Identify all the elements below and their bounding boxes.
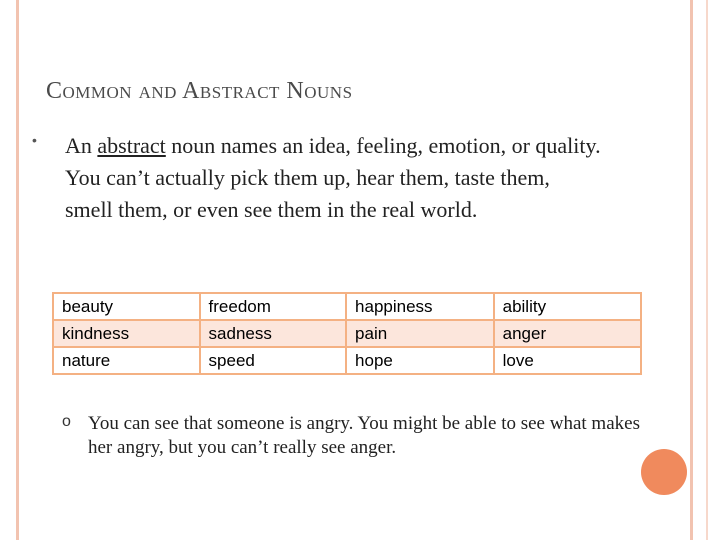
bullet-text-emphasis: abstract <box>97 133 166 158</box>
table-cell: beauty <box>53 293 200 320</box>
table-cell: freedom <box>200 293 347 320</box>
bullet-anger-example <box>62 412 642 460</box>
bullet-marker: • <box>32 132 37 148</box>
bullet-text: You can see that someone is angry. You might be able to see what makes her angry, but you can’t really see anger. <box>88 413 640 458</box>
frame-right-rule-outer <box>706 0 708 540</box>
bullet-text-pre: An <box>65 133 98 158</box>
table-cell: speed <box>200 347 347 374</box>
bullet-text <box>65 130 602 226</box>
bullet-marker: o <box>62 413 71 430</box>
slide-title: Common and Abstract Nouns <box>46 78 353 104</box>
frame-left-rule <box>16 0 19 540</box>
table-cell: anger <box>494 320 641 347</box>
table-row <box>53 347 641 374</box>
table-row <box>53 320 641 347</box>
table-cell: happiness <box>346 293 494 320</box>
bullet-text-post: noun names an idea, feeling, emotion, or quality. You can’t actually pick them up, hear them, taste them, smell them, or even see them in the real world. <box>65 133 601 222</box>
table-cell: love <box>494 347 641 374</box>
frame-right-rule <box>690 0 693 540</box>
bullet-abstract-definition <box>32 130 602 226</box>
table-cell: sadness <box>200 320 347 347</box>
abstract-nouns-table <box>52 292 642 375</box>
table-cell: kindness <box>53 320 200 347</box>
table-cell: pain <box>346 320 494 347</box>
table-cell: hope <box>346 347 494 374</box>
table-row <box>53 293 641 320</box>
table-cell: ability <box>494 293 641 320</box>
table-cell: nature <box>53 347 200 374</box>
decorative-circle <box>641 449 687 495</box>
